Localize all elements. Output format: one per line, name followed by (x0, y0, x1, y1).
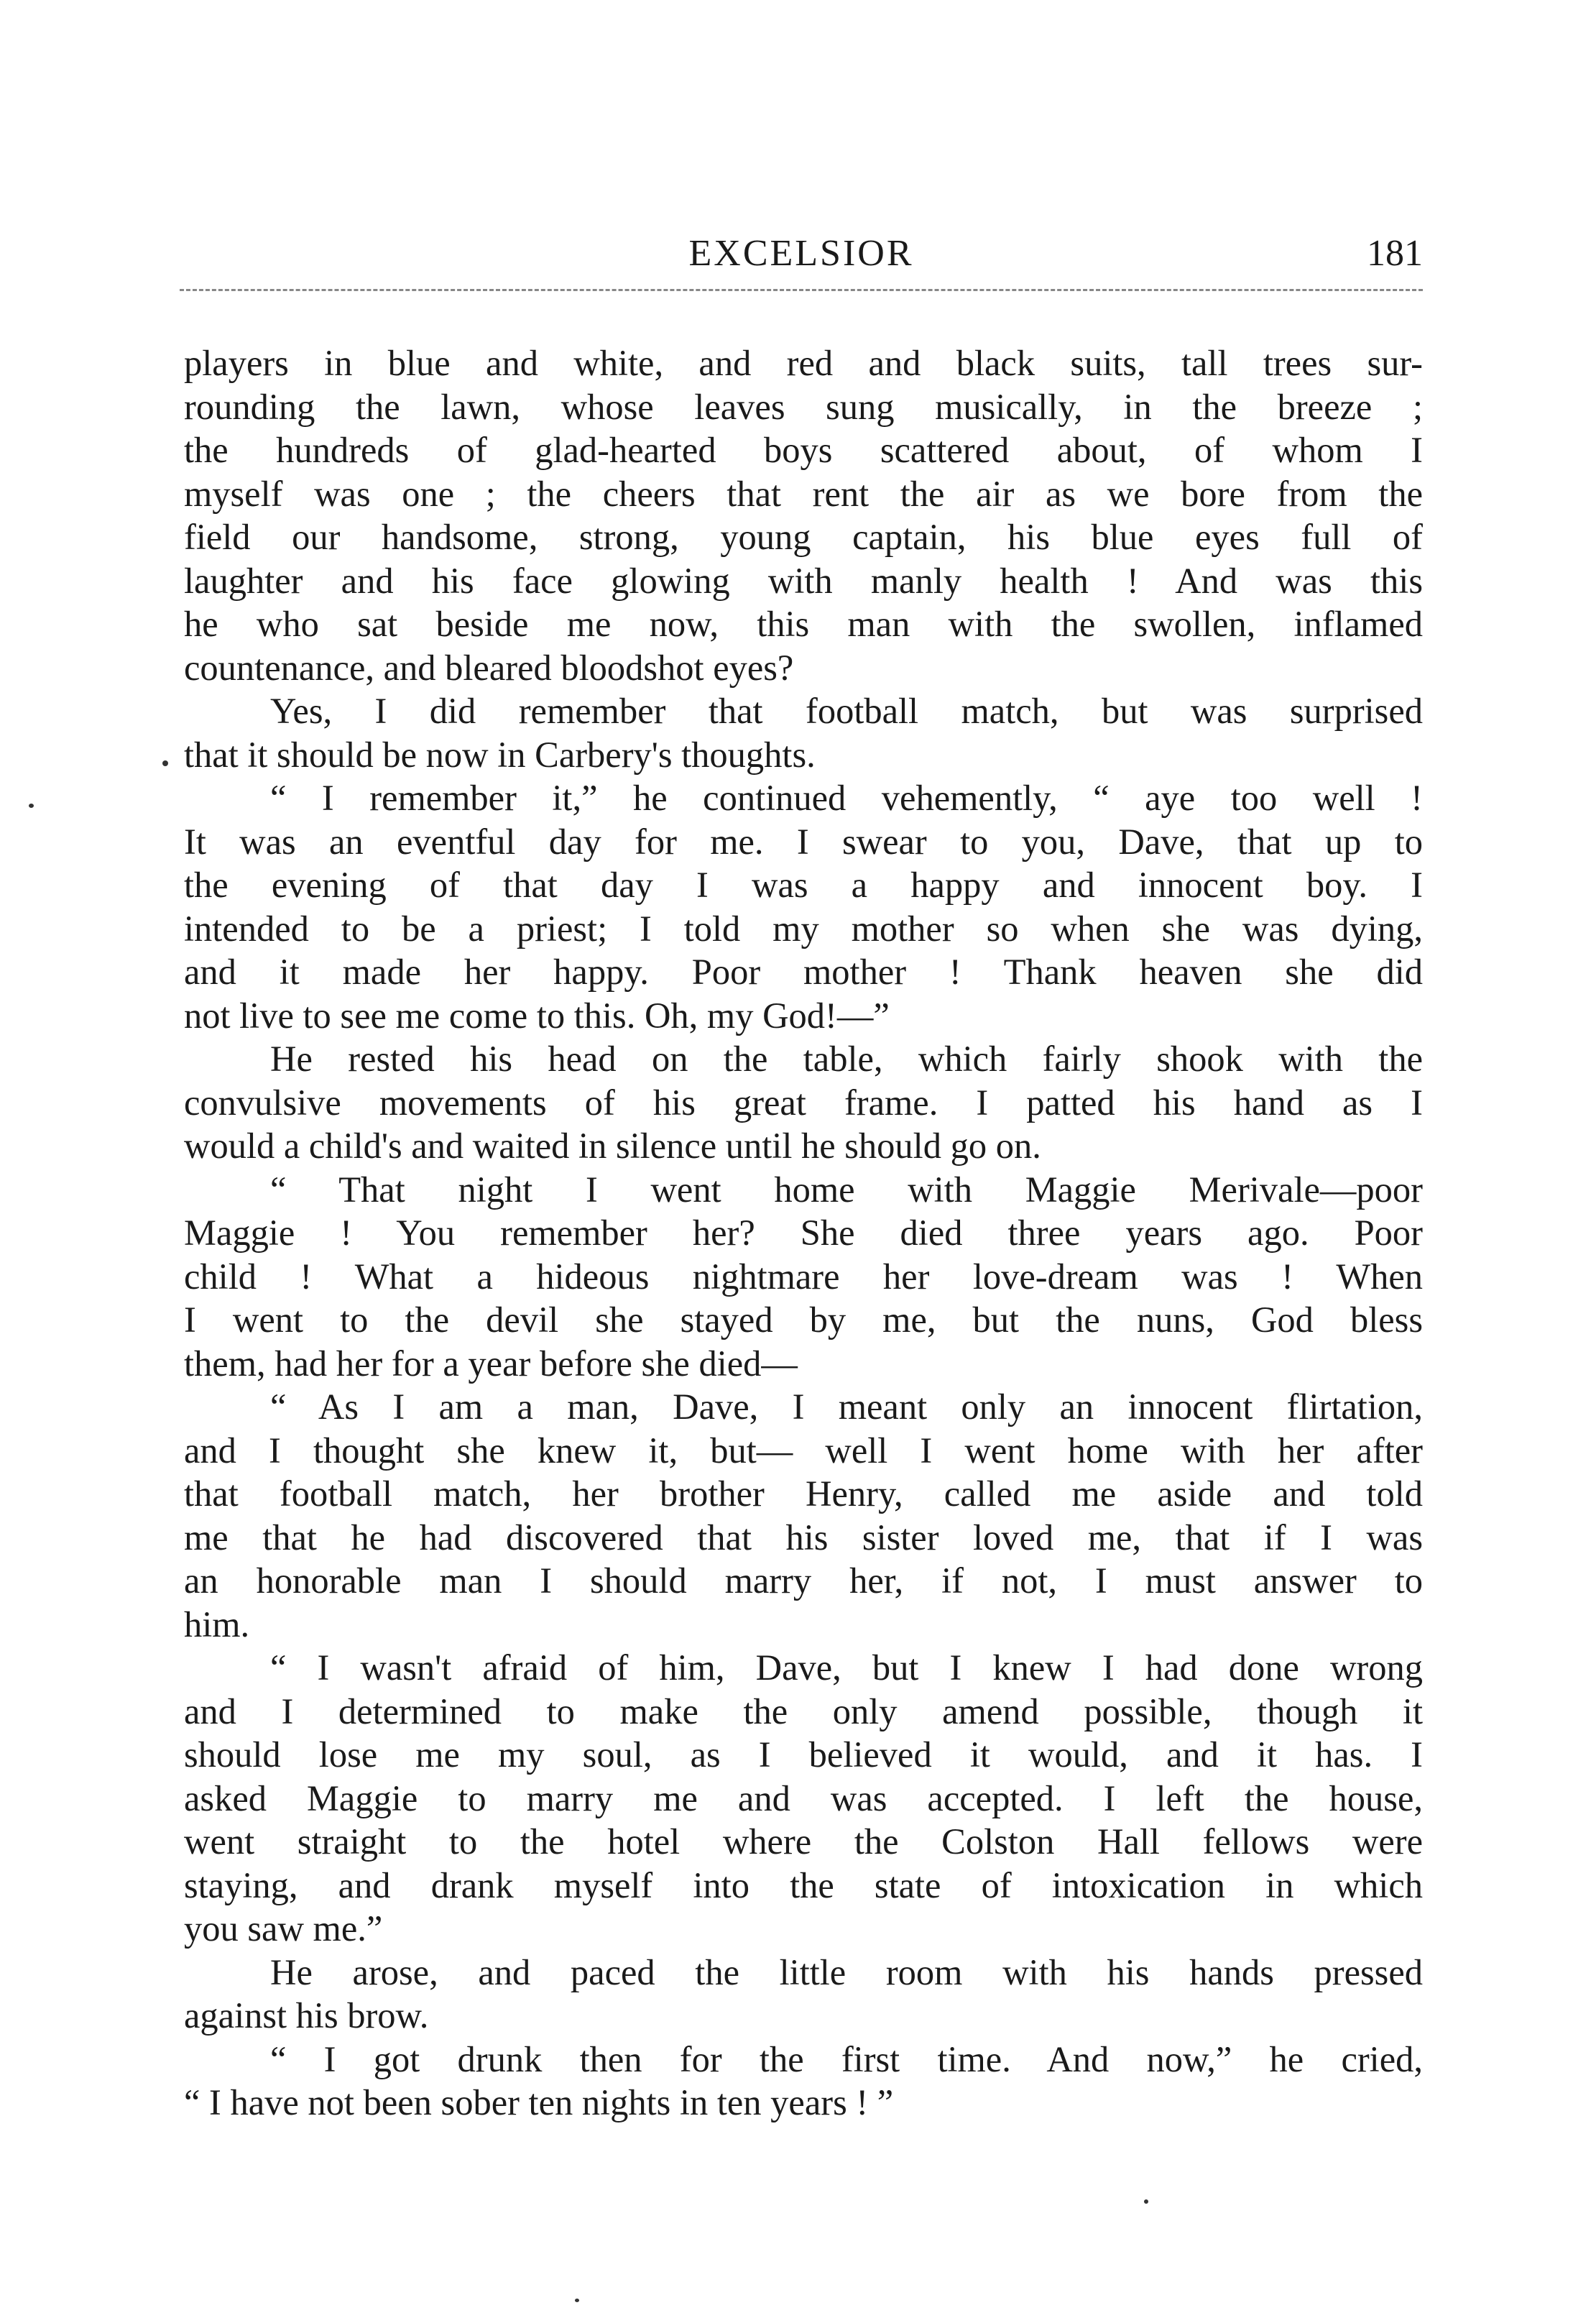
text-line: intended to be a priest; I told my mother so when she was dying, (184, 908, 1423, 949)
header-rule (180, 289, 1423, 291)
text-line: Maggie ! You remember her? She died three years ago. Poor (184, 1213, 1423, 1253)
text-line: against his brow. (184, 1995, 429, 2036)
text-line: “ I wasn't afraid of him, Dave, but I knew I had done wrong (270, 1647, 1423, 1688)
text-line: him. (184, 1604, 250, 1645)
text-line: players in blue and white, and red and black suits, tall trees sur- (184, 343, 1423, 383)
text-line: would a child's and waited in silence until he should go on. (184, 1126, 1041, 1166)
body-text (184, 341, 1423, 2125)
text-line: the hundreds of glad-hearted boys scattered about, of whom I (184, 430, 1423, 470)
text-line: convulsive movements of his great frame. I patted his hand as I (184, 1082, 1423, 1123)
text-line: He rested his head on the table, which fairly shook with the (270, 1039, 1423, 1079)
text-line: and I thought she knew it, but— well I went home with her after (184, 1430, 1423, 1471)
text-line: I went to the devil she stayed by me, but the nuns, God bless (184, 1300, 1423, 1340)
text-line: “ That night I went home with Maggie Merivale—poor (270, 1169, 1423, 1210)
text-line: and I determined to make the only amend possible, though it (184, 1691, 1423, 1731)
text-line: me that he had discovered that his sister loved me, that if I was (184, 1517, 1423, 1558)
text-line: “ I have not been sober ten nights in ten years ! ” (184, 2082, 894, 2122)
text-line: “ I remember it,” he continued vehemently, “ aye too well ! (270, 778, 1423, 818)
running-title: EXCELSIOR (688, 233, 914, 274)
text-line: you saw me.” (184, 1908, 383, 1949)
text-line: an honorable man I should marry her, if not, I must answer to (184, 1560, 1423, 1601)
text-line: laughter and his face glowing with manly health ! And was this (184, 560, 1423, 601)
text-line: them, had her for a year before she died— (184, 1343, 798, 1384)
text-line: the evening of that day I was a happy and innocent boy. I (184, 865, 1423, 905)
text-line: countenance, and bleared bloodshot eyes? (184, 647, 794, 688)
text-line: he who sat beside me now, this man with the swollen, inflamed (184, 604, 1423, 644)
running-head (180, 229, 1423, 279)
text-line: should lose me my soul, as I believed it would, and it has. I (184, 1734, 1423, 1775)
page-number: 181 (1367, 233, 1423, 274)
text-line: that it should be now in Carbery's thoughts. (184, 734, 816, 775)
text-line: staying, and drank myself into the state of intoxication in which (184, 1864, 1423, 1905)
ink-speck (575, 2299, 579, 2302)
text-line: He arose, and paced the little room with his hands pressed (270, 1951, 1423, 1992)
ink-speck (162, 760, 168, 766)
text-line: rounding the lawn, whose leaves sung musically, in the breeze ; (184, 386, 1423, 427)
text-line: went straight to the hotel where the Colston Hall fellows were (184, 1821, 1423, 1862)
text-line: that football match, her brother Henry, called me aside and told (184, 1473, 1423, 1514)
ink-speck (29, 804, 34, 808)
ink-speck (1144, 2199, 1148, 2204)
text-line: “ As I am a man, Dave, I meant only an innocent flirtation, (270, 1386, 1423, 1427)
text-line: and it made her happy. Poor mother ! Thank heaven she did (184, 952, 1423, 992)
text-line: not live to see me come to this. Oh, my God!—” (184, 995, 890, 1036)
text-line: “ I got drunk then for the first time. And now,” he cried, (270, 2038, 1423, 2079)
text-line: myself was one ; the cheers that rent the air as we bore from the (184, 473, 1423, 514)
text-line: Yes, I did remember that football match, but was surprised (270, 691, 1423, 731)
text-line: child ! What a hideous nightmare her love-dream was ! When (184, 1256, 1423, 1297)
text-line: It was an eventful day for me. I swear to you, Dave, that up to (184, 821, 1423, 862)
text-line: asked Maggie to marry me and was accepted. I left the house, (184, 1777, 1423, 1818)
text-line: field our handsome, strong, young captain, his blue eyes full of (184, 517, 1423, 557)
